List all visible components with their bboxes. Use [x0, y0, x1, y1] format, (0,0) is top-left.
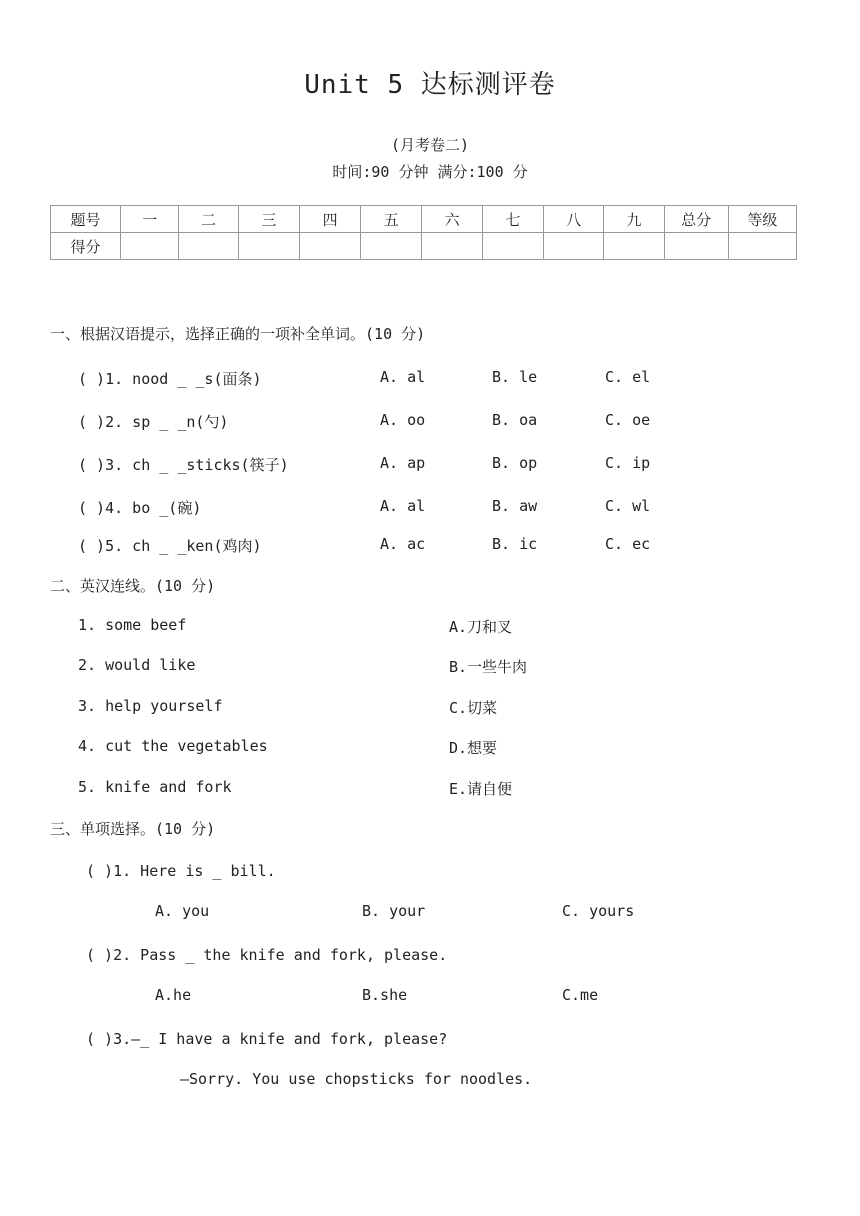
section1-q3-option-a: A. ap — [380, 454, 426, 472]
score-cell[interactable] — [121, 233, 179, 260]
score-cell[interactable] — [179, 233, 238, 260]
section3-q2-option-a: A.he — [155, 986, 192, 1004]
section1-q1-option-b: B. le — [492, 368, 538, 386]
score-table-header-cell: 三 — [238, 206, 299, 233]
score-cell[interactable] — [482, 233, 543, 260]
score-table-header-cell: 题号 — [51, 206, 121, 233]
section3-heading: 三、单项选择。(10 分) — [50, 820, 216, 838]
section1-q5-option-a: A. ac — [380, 535, 426, 553]
score-table-header-cell: 九 — [604, 206, 664, 233]
score-table-header-cell: 总分 — [664, 206, 728, 233]
section1-q4-option-c: C. wl — [605, 497, 651, 515]
section3-q1-option-b: B. your — [362, 902, 426, 920]
section1-q5-option-b: B. ic — [492, 535, 538, 553]
score-table-header-cell: 一 — [121, 206, 179, 233]
match-right-item: C.切菜 — [449, 699, 498, 717]
section1-q5-stem: ( )5. ch _ _ken(鸡肉) — [78, 537, 262, 555]
score-table-header-cell: 五 — [361, 206, 422, 233]
score-table-header-cell: 等级 — [728, 206, 796, 233]
section1-q1-option-c: C. el — [605, 368, 651, 386]
score-table-score-row — [51, 233, 797, 260]
section1-q2-stem: ( )2. sp _ _n(勺) — [78, 413, 229, 431]
section1-q1-stem: ( )1. nood _ _s(面条) — [78, 370, 262, 388]
section1-heading: 一、根据汉语提示，选择正确的一项补全单词。(10 分) — [50, 325, 426, 343]
exam-subtitle: (月考卷二) — [390, 136, 470, 154]
section1-q5-option-c: C. ec — [605, 535, 651, 553]
score-table-header-cell: 六 — [422, 206, 482, 233]
section3-q2-stem: ( )2. Pass _ the knife and fork, please. — [86, 946, 448, 964]
score-table-row-label: 得分 — [51, 233, 121, 260]
match-right-item: E.请自便 — [449, 780, 513, 798]
score-cell[interactable] — [543, 233, 603, 260]
match-left-item: 1. some beef — [78, 616, 187, 634]
section1-q4-stem: ( )4. bo _(碗) — [78, 499, 202, 517]
section1-q3-stem: ( )3. ch _ _sticks(筷子) — [78, 456, 289, 474]
match-left-item: 5. knife and fork — [78, 778, 232, 796]
page-title: Unit 5 达标测评卷 — [304, 70, 556, 100]
score-table — [50, 205, 797, 260]
section3-q2-option-b: B.she — [362, 986, 408, 1004]
section1-q3-option-b: B. op — [492, 454, 538, 472]
section3-q1-option-a: A. you — [155, 902, 210, 920]
score-table-header-cell: 八 — [543, 206, 603, 233]
score-table-header-cell: 二 — [179, 206, 238, 233]
section1-q3-option-c: C. ip — [605, 454, 651, 472]
score-cell[interactable] — [299, 233, 360, 260]
section3-q3-stem: ( )3.—_ I have a knife and fork, please? — [86, 1030, 448, 1048]
section2-heading: 二、英汉连线。(10 分) — [50, 577, 216, 595]
score-cell[interactable] — [728, 233, 796, 260]
section3-q1-option-c: C. yours — [562, 902, 635, 920]
match-left-item: 3. help yourself — [78, 697, 223, 715]
score-table-header-cell: 七 — [482, 206, 543, 233]
section3-q1-stem: ( )1. Here is _ bill. — [86, 862, 276, 880]
match-right-item: D.想要 — [449, 739, 498, 757]
section1-q1-option-a: A. al — [380, 368, 426, 386]
section3-q2-option-c: C.me — [562, 986, 599, 1004]
score-table-header-cell: 四 — [299, 206, 360, 233]
section1-q2-option-b: B. oa — [492, 411, 538, 429]
match-right-item: B.一些牛肉 — [449, 658, 528, 676]
match-left-item: 4. cut the vegetables — [78, 737, 268, 755]
score-cell[interactable] — [664, 233, 728, 260]
score-cell[interactable] — [604, 233, 664, 260]
score-cell[interactable] — [422, 233, 482, 260]
score-cell[interactable] — [238, 233, 299, 260]
exam-time-score-info: 时间:90 分钟 满分:100 分 — [332, 163, 528, 181]
section1-q4-option-a: A. al — [380, 497, 426, 515]
section1-q4-option-b: B. aw — [492, 497, 538, 515]
section3-q3-dialogue-line: —Sorry. You use chopsticks for noodles. — [180, 1070, 533, 1088]
section1-q2-option-a: A. oo — [380, 411, 426, 429]
section1-q2-option-c: C. oe — [605, 411, 651, 429]
score-cell[interactable] — [361, 233, 422, 260]
match-right-item: A.刀和叉 — [449, 618, 513, 636]
match-left-item: 2. would like — [78, 656, 196, 674]
score-table-header-row — [51, 206, 797, 233]
